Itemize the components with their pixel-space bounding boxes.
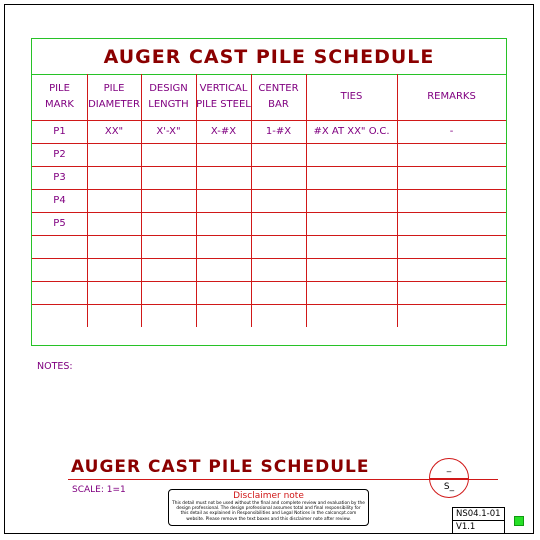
table-cell [87,281,141,304]
table-cell [196,143,251,166]
table-cell [87,304,141,327]
table-cell [306,304,397,327]
pile-schedule-table [31,38,507,346]
table-cell: X-#X [210,126,237,137]
disclaimer-title: Disclaimer note [233,491,304,501]
table-cell [397,189,506,212]
table-cell [87,143,141,166]
table-cell [251,235,306,258]
table-cell [32,281,87,304]
table-cell: P3 [53,172,66,183]
column-header-line: DESIGN [149,83,188,94]
column-header-line: PILE [49,83,70,94]
table-cell [397,143,506,166]
column-header [87,74,141,120]
notes-label: NOTES: [37,361,73,372]
table-cell [397,235,506,258]
column-header-line: DIAMETER [88,99,140,110]
table-cell [397,304,506,327]
table-cell [251,189,306,212]
detail-bubble [429,458,469,498]
column-header [141,74,196,120]
table-cell [196,258,251,281]
table-cell: P2 [53,149,66,160]
table-cell [32,258,87,281]
table-cell [87,189,141,212]
schedule-title: AUGER CAST PILE SCHEDULE [103,45,435,68]
status-indicator [514,516,524,526]
table-cell: - [449,126,454,137]
table-cell [87,235,141,258]
table-cell [397,166,506,189]
table-cell: P4 [53,195,66,206]
column-header [196,74,251,120]
column-header [306,74,397,120]
table-cell [87,166,141,189]
table-cell [251,212,306,235]
bubble-divider [430,478,468,479]
scale-label: SCALE: 1=1 [72,485,126,495]
table-cell [397,281,506,304]
column-header-line: PILE [103,83,125,94]
table-cell [141,143,196,166]
column-header-line: REMARKS [427,91,476,102]
table-cell [32,235,87,258]
table-cell: P5 [53,218,66,229]
table-cell [306,235,397,258]
table-cell [141,281,196,304]
table-cell: X'-X" [156,126,181,137]
table-cell [397,258,506,281]
sheet-version: V1.1 [456,522,476,532]
sheet-reference: S_ [443,482,455,492]
table-cell [397,212,506,235]
table-cell [196,212,251,235]
table-cell [251,258,306,281]
table-cell [196,281,251,304]
table-cell: #X AT XX" O.C. [313,126,390,137]
disclaimer-box [168,489,369,526]
table-cell [306,189,397,212]
column-header-line: LENGTH [148,99,189,110]
sheet-number: NS04.1-01 [456,509,501,519]
table-cell [306,258,397,281]
column-header-line: CENTER [258,83,299,94]
detail-number: _ [446,463,452,473]
table-cell [196,189,251,212]
column-header [251,74,306,120]
table-cell [141,304,196,327]
column-header-line: BAR [268,99,289,110]
table-cell: XX" [104,126,124,137]
table-cell [306,166,397,189]
table-cell [306,143,397,166]
table-cell [141,258,196,281]
column-header-line: VERTICAL [199,83,248,94]
table-cell [87,212,141,235]
table-cell [141,235,196,258]
disclaimer-body: This detail must not be used without the final and complete review and evaluation by the design professional. The design professional assumes total and final responsibility for this detail as explained in Responsibilities and Legal Notices in the calconcpt.com website. Please remove the text boxes and this disclaimer note after review. [172,501,365,522]
table-cell [251,143,306,166]
sheet-id-box [452,507,505,534]
table-cell: P1 [53,126,66,137]
table-cell [251,166,306,189]
column-header-line: MARK [45,99,74,110]
table-cell [141,189,196,212]
table-cell [196,235,251,258]
table-cell: 1-#X [265,126,292,137]
column-header [32,74,87,120]
table-cell [32,304,87,327]
table-cell [196,166,251,189]
sheet-id-divider [453,520,504,521]
table-cell [196,304,251,327]
table-cell [306,212,397,235]
column-header [397,74,506,120]
title-block-title: AUGER CAST PILE SCHEDULE [71,457,370,477]
table-cell [141,166,196,189]
table-cell [251,281,306,304]
table-cell [306,281,397,304]
table-cell [87,258,141,281]
column-header-line: PILE STEEL [196,99,251,110]
table-cell [251,304,306,327]
table-cell [141,212,196,235]
column-header-line: TIES [340,91,363,102]
